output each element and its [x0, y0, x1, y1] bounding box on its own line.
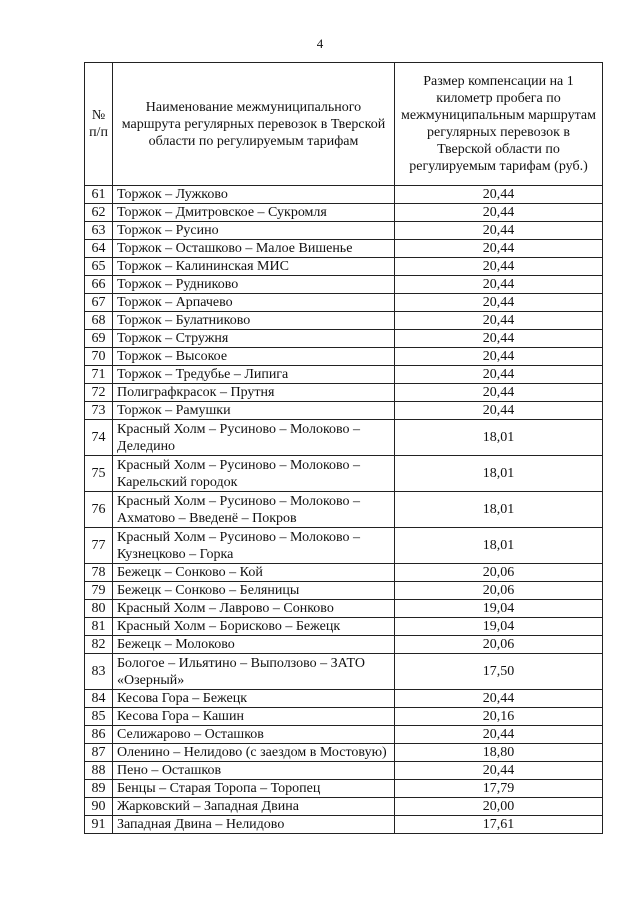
row-number: 65 [85, 258, 113, 276]
row-number: 78 [85, 564, 113, 582]
table-row [85, 654, 603, 690]
row-rate: 17,50 [395, 654, 603, 690]
row-number: 64 [85, 240, 113, 258]
row-number: 77 [85, 528, 113, 564]
row-route: Торжок – Булатниково [113, 312, 395, 330]
table-row [85, 384, 603, 402]
row-route: Торжок – Калининская МИС [113, 258, 395, 276]
row-number: 75 [85, 456, 113, 492]
row-number: 80 [85, 600, 113, 618]
row-route: Западная Двина – Нелидово [113, 816, 395, 834]
row-rate: 20,06 [395, 636, 603, 654]
row-route: Торжок – Арпачево [113, 294, 395, 312]
row-rate: 20,44 [395, 276, 603, 294]
row-rate: 20,44 [395, 186, 603, 204]
row-route: Кесова Гора – Бежецк [113, 690, 395, 708]
table-row [85, 222, 603, 240]
row-rate: 20,44 [395, 366, 603, 384]
table-row [85, 330, 603, 348]
table-row [85, 798, 603, 816]
row-rate: 20,06 [395, 582, 603, 600]
row-route: Торжок – Русино [113, 222, 395, 240]
table-row [85, 366, 603, 384]
table-row [85, 186, 603, 204]
row-number: 66 [85, 276, 113, 294]
row-route: Селижарово – Осташков [113, 726, 395, 744]
row-route: Бенцы – Старая Торопа – Торопец [113, 780, 395, 798]
row-rate: 17,79 [395, 780, 603, 798]
row-rate: 18,01 [395, 492, 603, 528]
table-row [85, 726, 603, 744]
row-number: 72 [85, 384, 113, 402]
row-rate: 20,16 [395, 708, 603, 726]
row-route: Бежецк – Сонково – Кой [113, 564, 395, 582]
row-number: 85 [85, 708, 113, 726]
row-number: 83 [85, 654, 113, 690]
row-rate: 20,44 [395, 240, 603, 258]
row-route: Бежецк – Сонково – Беляницы [113, 582, 395, 600]
row-number: 69 [85, 330, 113, 348]
row-number: 84 [85, 690, 113, 708]
row-rate: 18,01 [395, 528, 603, 564]
table-row [85, 294, 603, 312]
row-route: Красный Холм – Лаврово – Сонково [113, 600, 395, 618]
row-route: Оленино – Нелидово (с заездом в Мостовую) [113, 744, 395, 762]
row-route: Жарковский – Западная Двина [113, 798, 395, 816]
row-number: 74 [85, 420, 113, 456]
row-number: 88 [85, 762, 113, 780]
row-route: Полиграфкрасок – Прутня [113, 384, 395, 402]
row-route: Торжок – Дмитровское – Сукромля [113, 204, 395, 222]
table-row [85, 528, 603, 564]
table-row [85, 456, 603, 492]
row-route: Красный Холм – Русиново – Молоково – Кузнецково – Горка [113, 528, 395, 564]
table-row [85, 204, 603, 222]
row-number: 62 [85, 204, 113, 222]
row-number: 73 [85, 402, 113, 420]
row-rate: 20,00 [395, 798, 603, 816]
table-row [85, 762, 603, 780]
row-route: Торжок – Лужково [113, 186, 395, 204]
row-rate: 20,06 [395, 564, 603, 582]
row-number: 87 [85, 744, 113, 762]
row-number: 79 [85, 582, 113, 600]
row-number: 81 [85, 618, 113, 636]
row-rate: 20,44 [395, 402, 603, 420]
table-row [85, 744, 603, 762]
table-row [85, 312, 603, 330]
row-route: Бологое – Ильятино – Выползово – ЗАТО «Озерный» [113, 654, 395, 690]
row-rate: 18,01 [395, 456, 603, 492]
table-row [85, 780, 603, 798]
row-number: 68 [85, 312, 113, 330]
table-row [85, 276, 603, 294]
row-route: Красный Холм – Борисково – Бежецк [113, 618, 395, 636]
table-row [85, 618, 603, 636]
row-route: Красный Холм – Русиново – Молоково – Деледино [113, 420, 395, 456]
table-row [85, 816, 603, 834]
row-rate: 20,44 [395, 384, 603, 402]
row-number: 90 [85, 798, 113, 816]
row-rate: 20,44 [395, 294, 603, 312]
row-number: 76 [85, 492, 113, 528]
page-number: 4 [316, 36, 324, 51]
table-row [85, 600, 603, 618]
row-rate: 20,44 [395, 690, 603, 708]
row-number: 67 [85, 294, 113, 312]
row-rate: 19,04 [395, 618, 603, 636]
row-route: Пено – Осташков [113, 762, 395, 780]
table-row [85, 564, 603, 582]
row-number: 63 [85, 222, 113, 240]
row-rate: 19,04 [395, 600, 603, 618]
header-route: Наименование межмуниципального маршрута регулярных перевозок в Тверской области по регулируемым тарифам [113, 63, 395, 186]
table-row [85, 402, 603, 420]
row-route: Торжок – Рамушки [113, 402, 395, 420]
row-route: Торжок – Осташково – Малое Вишенье [113, 240, 395, 258]
row-route: Торжок – Рудниково [113, 276, 395, 294]
table-row [85, 240, 603, 258]
row-number: 61 [85, 186, 113, 204]
table-row [85, 258, 603, 276]
row-number: 86 [85, 726, 113, 744]
table-row [85, 708, 603, 726]
row-number: 70 [85, 348, 113, 366]
table-row [85, 420, 603, 456]
table-row [85, 348, 603, 366]
row-route: Красный Холм – Русиново – Молоково – Карельский городок [113, 456, 395, 492]
row-rate: 20,44 [395, 312, 603, 330]
header-num: № п/п [85, 63, 113, 186]
row-number: 89 [85, 780, 113, 798]
row-rate: 17,61 [395, 816, 603, 834]
table-row [85, 492, 603, 528]
table-row [85, 690, 603, 708]
row-route: Кесова Гора – Кашин [113, 708, 395, 726]
row-rate: 20,44 [395, 726, 603, 744]
row-rate: 20,44 [395, 258, 603, 276]
row-route: Красный Холм – Русиново – Молоково – Ахматово – Введенё – Покров [113, 492, 395, 528]
header-rate: Размер компенсации на 1 километр пробега по межмуниципальным маршрутам регулярных перевозок в Тверской области по регулируемым тарифам (руб.) [395, 63, 603, 186]
row-route: Торжок – Высокое [113, 348, 395, 366]
row-route: Бежецк – Молоково [113, 636, 395, 654]
row-rate: 20,44 [395, 762, 603, 780]
row-rate: 20,44 [395, 348, 603, 366]
table-row [85, 582, 603, 600]
row-number: 82 [85, 636, 113, 654]
table-row [85, 636, 603, 654]
row-route: Торжок – Стружня [113, 330, 395, 348]
row-rate: 20,44 [395, 330, 603, 348]
table-header-row [85, 63, 603, 186]
row-rate: 20,44 [395, 222, 603, 240]
row-rate: 18,80 [395, 744, 603, 762]
row-rate: 20,44 [395, 204, 603, 222]
routes-table [84, 62, 603, 834]
row-rate: 18,01 [395, 420, 603, 456]
row-route: Торжок – Тредубье – Липига [113, 366, 395, 384]
row-number: 71 [85, 366, 113, 384]
row-number: 91 [85, 816, 113, 834]
